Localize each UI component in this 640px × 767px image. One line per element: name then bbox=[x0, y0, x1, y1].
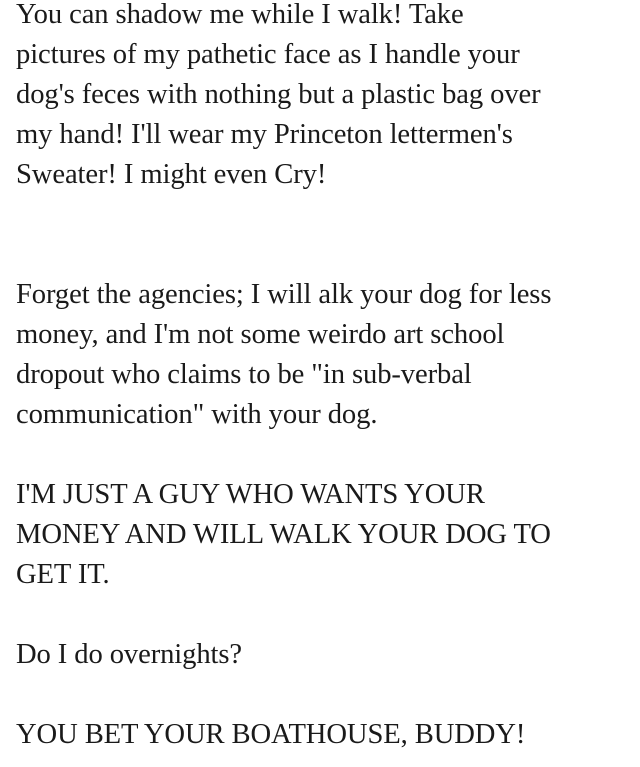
paragraph-agencies bbox=[16, 275, 631, 435]
text-line: Sweater! I might even Cry! bbox=[16, 159, 327, 190]
paragraph-boathouse bbox=[16, 715, 631, 755]
text-line: dog's feces with nothing but a plastic bag over bbox=[16, 79, 541, 110]
text-line: money, and I'm not some weirdo art school bbox=[16, 319, 505, 350]
text-line: dropout who claims to be "in sub-verbal bbox=[16, 359, 472, 390]
text-line: You can shadow me while I walk! Take bbox=[16, 0, 464, 30]
text-line: Forget the agencies; I will alk your dog for less bbox=[16, 279, 552, 310]
text-line: YOU BET YOUR BOATHOUSE, BUDDY! bbox=[16, 719, 526, 750]
text-line: I'M JUST A GUY WHO WANTS YOUR bbox=[16, 479, 485, 510]
text-line: MONEY AND WILL WALK YOUR DOG TO bbox=[16, 519, 551, 550]
paragraph-just-a-guy bbox=[16, 475, 631, 595]
paragraph-overnights-question bbox=[16, 635, 631, 675]
paragraph-shadow-offer bbox=[16, 0, 631, 195]
text-line: communication" with your dog. bbox=[16, 399, 378, 430]
text-line: my hand! I'll wear my Princeton lettermen's bbox=[16, 119, 513, 150]
text-line: GET IT. bbox=[16, 559, 110, 590]
text-line: Do I do overnights? bbox=[16, 639, 243, 670]
text-line: pictures of my pathetic face as I handle your bbox=[16, 39, 520, 70]
